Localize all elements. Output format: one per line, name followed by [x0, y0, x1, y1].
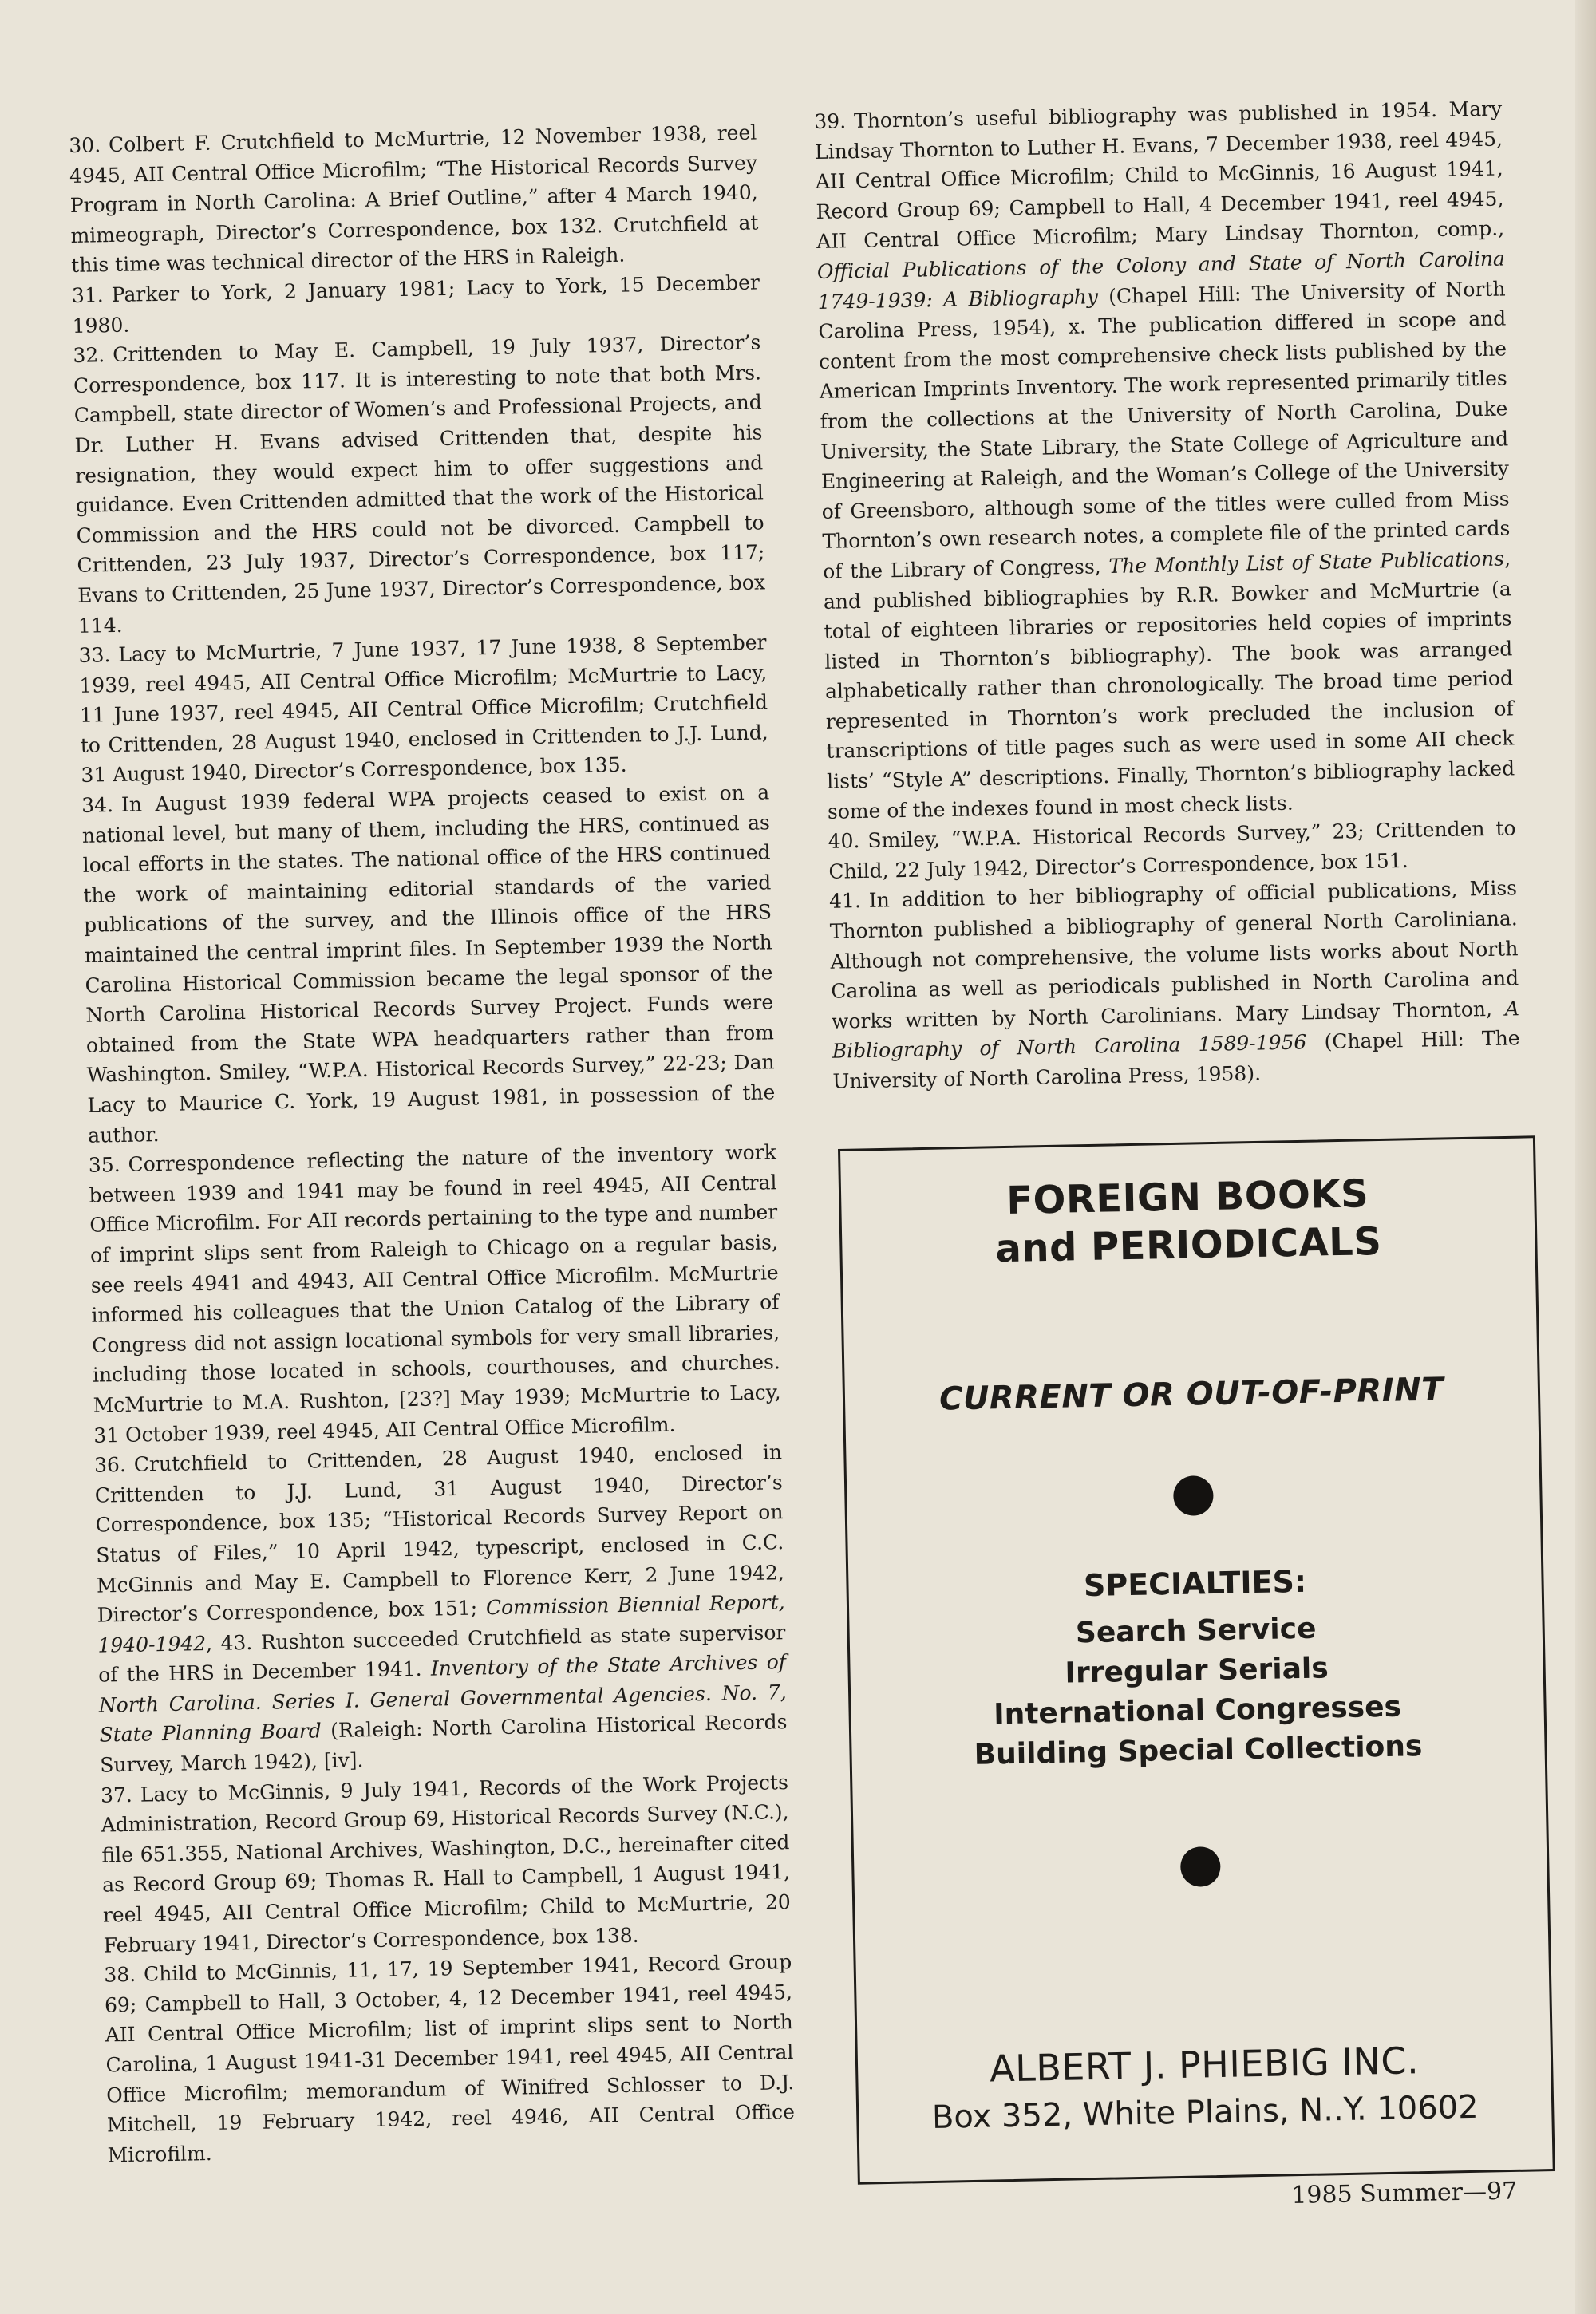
page-footer: 1985 Summer—97	[1291, 2177, 1518, 2209]
specialties-list	[849, 1605, 1545, 1778]
endnote-31: 31. Parker to York, 2 January 1981; Lacy to York, 15 December 1980.	[71, 270, 760, 338]
ad-company-name: ALBERT J. PHIEBIG INC.	[989, 2039, 1420, 2091]
endnote-32: 32. Crittenden to May E. Campbell, 19 July 1937, Director’s Correspondence, box 117. It is interesting to note that both Mrs. Campbell, state director of Women’s and Professional Projects, and Dr. Luther H. Evans advised Crittenden that, despite his resignation, they would expect him to offer suggestions and guidance. Even Crittenden admitted that the work of the Historical Commission and the HRS could not be divorced. Campbell to Crittenden, 23 July 1937, Director’s Correspondence, box 117; Evans to Crittenden, 25 June 1937, Director’s Correspondence, box 114.	[73, 330, 766, 638]
caroliniana-title: A Bibliography of North Carolina 1589-1956	[832, 997, 1520, 1064]
endnote-35: 35. Correspondence reflecting the nature of the inventory work between 1939 and 1941 may be found in reel 4945, AII Central Office Microfilm. For AII records pertaining to the type and number of imprint slips sent from Raleigh to Chicago on a regular basis, see reels 4941 and 4943, AII Central Office Microfilm. McMurtrie informed his colleagues that the Union Catalog of the Library of Congress did not assign locational symbols for very small libraries, including those located in schools, courthouses, and churches. McMurtrie to M.A. Rushton, [23?] May 1939; McMurtrie to Lacy, 31 October 1939, reel 4945, AII Central Office Microfilm.	[88, 1140, 781, 1447]
endnote-34: 34. In August 1939 federal WPA projects ceased to exist on a national level, but many of them, including the HRS, continued as local efforts in the states. The national office of the HRS continued the work of maintaining editorial standards of the varied publications of the survey, and the Illinois office of the HRS maintained the central imprint files. In September 1939 the North Carolina Historical Commission became the legal sponsor of the North Carolina Historical Records Survey Project. Funds were obtained from the State WPA headquarters rather than from Washington. Smiley, “W.P.A. Historical Records Survey,” 22-23; Dan Lacy to Maurice C. York, 19 August 1981, in possession of the author.	[81, 780, 776, 1147]
ad-address: Box 352, White Plains, N..Y. 10602	[931, 2088, 1479, 2136]
report-title: Commission Biennial Report, 1940-1942	[97, 1590, 785, 1657]
endnote-38: 38. Child to McGinnis, 11, 17, 19 September 1941, Record Group 69; Campbell to Hall, 3 October, 4, 12 December 1941, reel 4945, AII Central Office Microfilm; list of imprint slips sent to North Carolina, 1 August 1941-31 December 1941, reel 4945, AII Central Office Microfilm; memorandum of Winifred Schlosser to D.J. Mitchell, 19 February 1942, reel 4946, AII Central Office Microfilm.	[104, 1950, 796, 2167]
specialty-item: International Congresses	[993, 1690, 1402, 1732]
endnote-30: 30. Colbert F. Crutchfield to McMurtrie, 12 November 1938, reel 4945, AII Central Office Microfilm; “The Historical Records Survey Program in North Carolina: A Brief Outline,” after 4 March 1940, mimeograph, Director’s Correspondence, box 132. Crutchfield at this time was technical director of the HRS in Raleigh.	[69, 120, 759, 278]
bullet-dot-icon	[1173, 1475, 1214, 1516]
page-edge	[1575, 0, 1596, 2314]
specialty-item: Search Service	[1075, 1612, 1317, 1650]
monthly-list-title: The Monthly List of State Publications	[1108, 547, 1505, 578]
inventory-title: Inventory of the State Archives of North Carolina. Series I. General Governmental Agencies. No. 7, State Planning Board	[98, 1650, 788, 1747]
bibliography-title: Official Publications of the Colony and State of North Carolina 1749-1939: A Bibliography	[816, 247, 1506, 314]
specialty-item: Building Special Collections	[974, 1730, 1423, 1771]
endnotes-right-column	[814, 93, 1521, 1096]
specialty-item: Irregular Serials	[1065, 1652, 1329, 1690]
endnote-37: 37. Lacy to McGinnis, 9 July 1941, Records of the Work Projects Administration, Record Group 69, Historical Records Survey (N.C.), file 651.355, National Archives, Washington, D.C., hereinafter cited as Record Group 69; Thomas R. Hall to Campbell, 1 August 1941, reel 4945, AII Central Office Microfilm; Child to McMurtrie, 20 February 1941, Director’s Correspondence, box 138.	[100, 1770, 792, 1957]
endnote-36: 36. Crutchfield to Crittenden, 28 August 1940, enclosed in Crittenden to J.J. Lund, 31 August 1940, Director’s Correspondence, box 135; “Historical Records Survey Report on Status of Files,” 10 April 1942, typescript, enclosed in C.C. McGinnis and May E. Campbell to Florence Kerr, 2 June 1942, Director’s Correspondence, box 151; Commission Biennial Report, 1940-1942, 43. Rushton succeeded Crutchfield as state supervisor of the HRS in December 1941. Inventory of the State Archives of North Carolina. Series I. General Governmental Agencies. No. 7, State Planning Board (Raleigh: North Carolina Historical Records Survey, March 1942), [iv].	[93, 1440, 788, 1777]
ad-tagline: CURRENT OR OUT-OF-PRINT	[938, 1371, 1444, 1418]
endnote-33: 33. Lacy to McMurtrie, 7 June 1937, 17 June 1938, 8 September 1939, reel 4945, AII Central Office Microfilm; McMurtrie to Lacy, 11 June 1937, reel 4945, AII Central Office Microfilm; Crutchfield to Crittenden, 28 August 1940, enclosed in Crittenden to J.J. Lund, 31 August 1940, Director’s Correspondence, box 135.	[78, 630, 768, 788]
specialties-heading: SPECIALTIES:	[1083, 1563, 1307, 1604]
endnote-39: 39. Thornton’s useful bibliography was published in 1954. Mary Lindsay Thornton to Luther H. Evans, 7 December 1938, reel 4945, AII Central Office Microfilm; Child to McGinnis, 16 August 1941, Record Group 69; Campbell to Hall, 4 December 1941, reel 4945, AII Central Office Microfilm; Mary Lindsay Thornton, comp., Official Publications of the Colony and State of North Carolina 1749-1939: A Bibliography (Chapel Hill: The University of North Carolina Press, 1954), x. The publication differed in scope and content from the most comprehensive check lists published by the American Imprints Inventory. The work represented primarily titles from the collections at the University of North Carolina, Duke University, the State Library, the State College of Agriculture and Engineering at Raleigh, and the Woman’s College of the University of Greensboro, although some of the titles were culled from Miss Thornton’s own research notes, a complete file of the printed cards of the Library of Congress, The Monthly List of State Publications, and published bibliographies by R.R. Bowker and McMurtrie (a total of eighteen libraries or repositories held copies of imprints listed in Thornton’s bibliography). The book was arranged alphabetically rather than chronologically. The broad time period represented in Thornton’s work precluded the inclusion of transcriptions of title pages such as were used in some AII check lists’ “Style A” descriptions. Finally, Thornton’s bibliography lacked some of the indexes found in most check lists.	[814, 97, 1515, 823]
endnotes-left-column	[69, 117, 796, 2170]
endnote-40: 40. Smiley, “W.P.A. Historical Records Survey,” 23; Crittenden to Child, 22 July 1942, Director’s Correspondence, box 151.	[828, 816, 1516, 883]
bookseller-advertisement	[838, 1135, 1555, 2185]
endnote-41: 41. In addition to her bibliography of official publications, Miss Thornton published a bibliography of general North Caroliniana. Although not comprehensive, the volume lists works about North Carolina as well as periodicals published in North Carolina and works written by North Carolinians. Mary Lindsay Thornton, A Bibliography of North Carolina 1589-1956 (Chapel Hill: The University of North Carolina Press, 1958).	[828, 876, 1520, 1093]
ad-headline: FOREIGN BOOKS and PERIODICALS	[994, 1171, 1382, 1272]
bullet-dot-icon	[1180, 1846, 1221, 1887]
